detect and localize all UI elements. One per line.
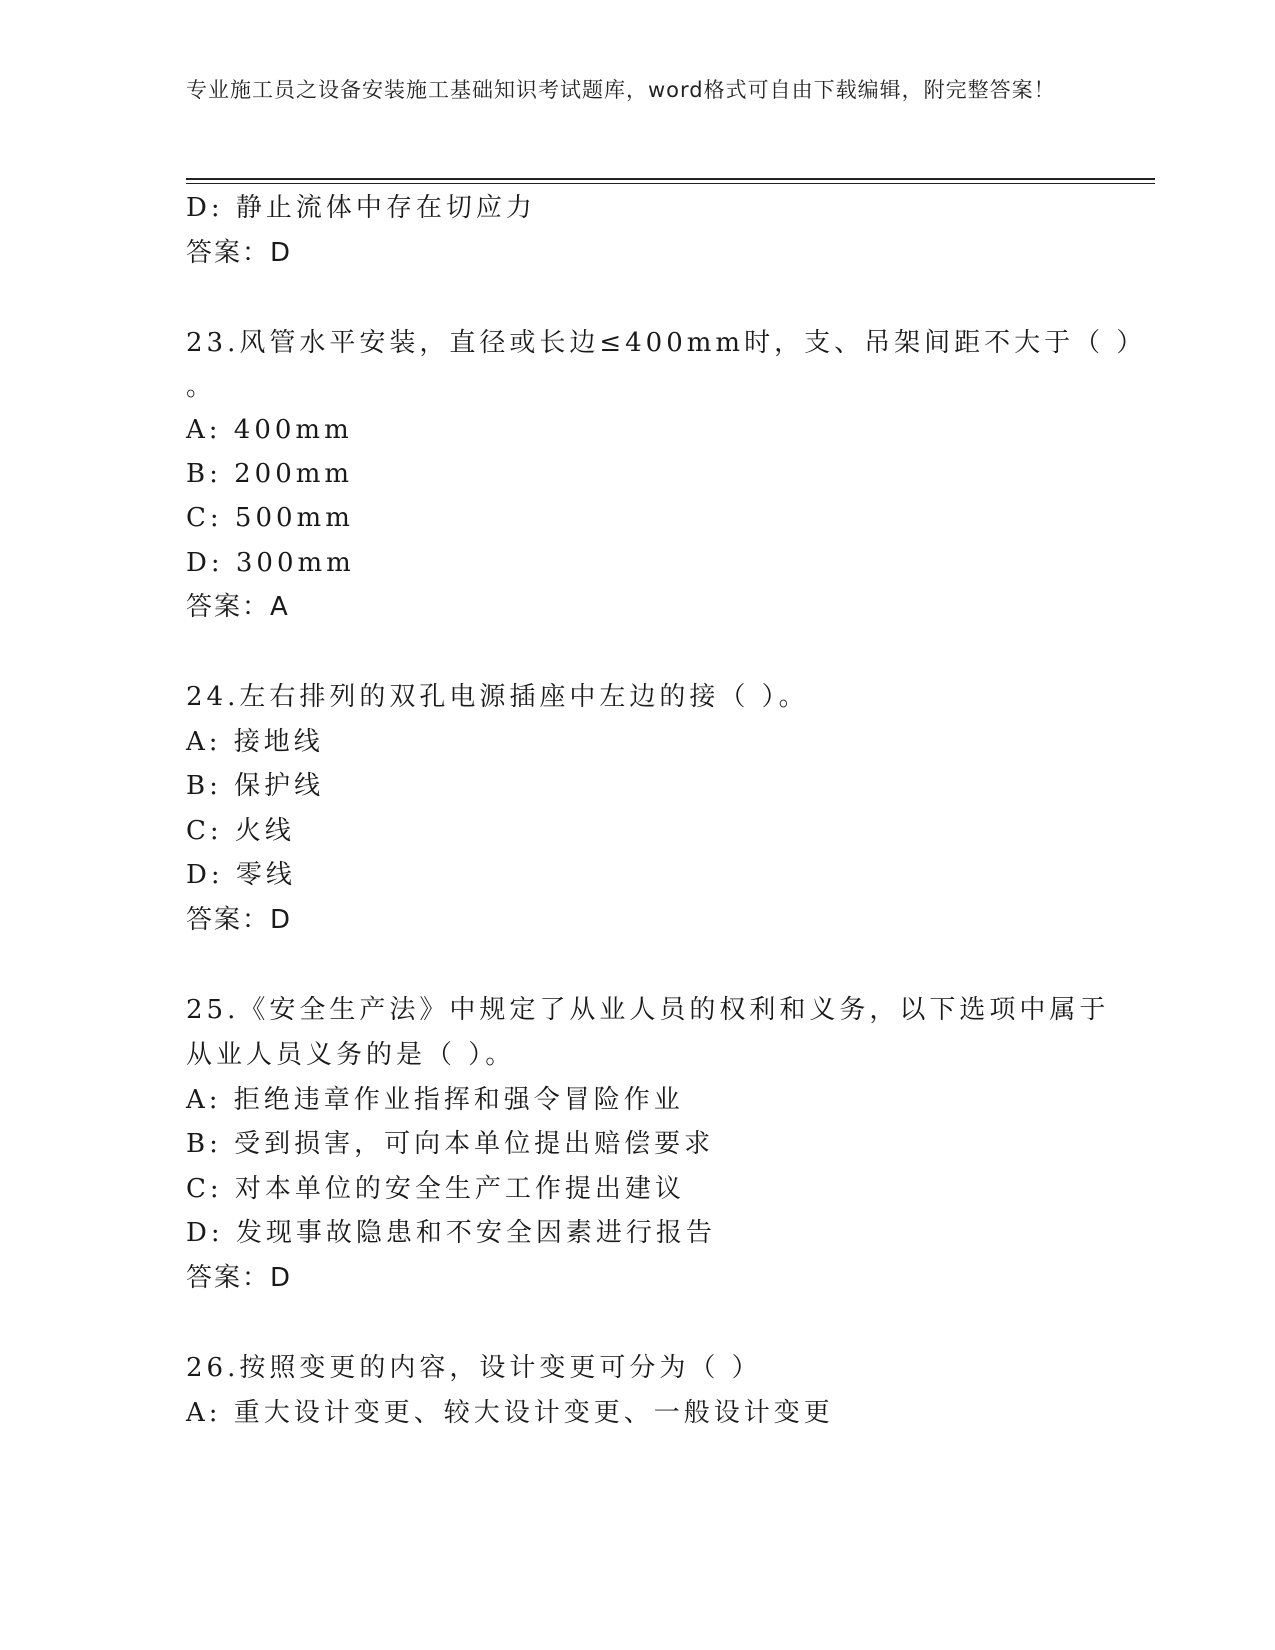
option-b: B: 200mm (186, 459, 354, 489)
option-d: D: 300mm (186, 548, 355, 578)
question-stem: 24.左右排列的双孔电源插座中左边的接（ ）。 (186, 682, 809, 712)
option-d: D: 零线 (186, 860, 296, 890)
option-a: A: 拒绝违章作业指挥和强令冒险作业 (186, 1085, 684, 1115)
option-d: D: 静止流体中存在切应力 (186, 193, 536, 223)
option-b: B: 受到损害，可向本单位提出赔偿要求 (186, 1129, 715, 1159)
header-divider-thin (186, 183, 1155, 184)
question-stem: 25.《安全生产法》中规定了从业人员的权利和义务，以下选项中属于 (186, 995, 1110, 1025)
option-a: A: 接地线 (186, 727, 324, 757)
option-a: A: 400mm (186, 415, 353, 445)
question-stem-continued: 。 (186, 372, 217, 402)
header-divider (186, 178, 1155, 180)
option-a: A: 重大设计变更、较大设计变更、一般设计变更 (186, 1398, 834, 1428)
answer-line: 答案：D (186, 1263, 293, 1293)
question-stem-continued: 从业人员义务的是（ ）。 (186, 1040, 516, 1070)
option-b: B: 保护线 (186, 771, 325, 801)
question-stem: 23.风管水平安装，直径或长边≤400mm时，支、吊架间距不大于（ ） (186, 328, 1147, 358)
answer-line: 答案：A (186, 592, 290, 622)
option-c: C: 对本单位的安全生产工作提出建议 (186, 1174, 685, 1204)
answer-line: 答案：D (186, 905, 293, 935)
document-header: 专业施工员之设备安装施工基础知识考试题库，word格式可自由下载编辑，附完整答案！ (186, 78, 1056, 102)
option-c: C: 火线 (186, 816, 295, 846)
answer-line: 答案：D (186, 238, 293, 268)
option-d: D: 发现事故隐患和不安全因素进行报告 (186, 1218, 716, 1248)
option-c: C: 500mm (186, 503, 354, 533)
question-stem: 26.按照变更的内容，设计变更可分为（ ） (186, 1353, 762, 1383)
